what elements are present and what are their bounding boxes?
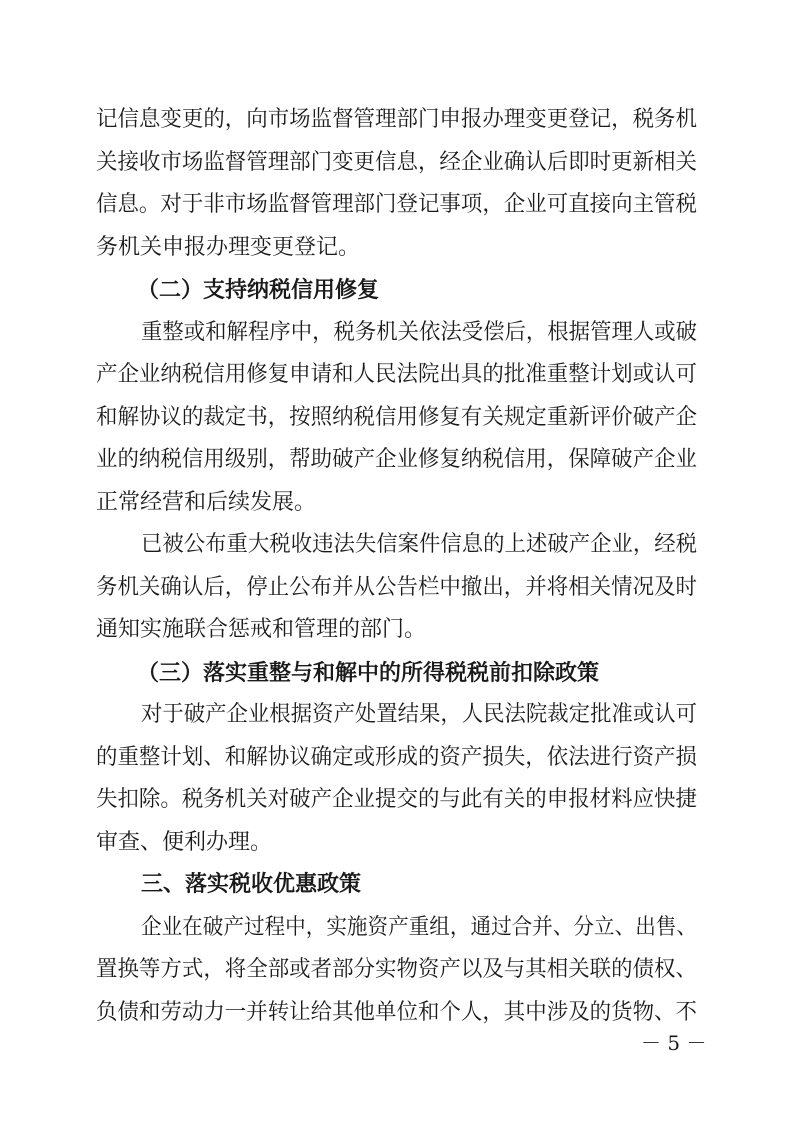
paragraph-line: 业的纳税信用级别，帮助破产企业修复纳税信用，保障破产企业 [96, 447, 697, 472]
section-heading: （二）支持纳税信用修复 [137, 277, 380, 303]
paragraph-line: 企业在破产过程中，实施资产重组，通过合并、分立、出售、 [141, 914, 697, 940]
paragraph-line: 信息。对于非市场监督管理部门登记事项，企业可直接向主管税 [96, 192, 697, 217]
paragraph-line: 务机关确认后，停止公布并从公告栏中撤出，并将相关情况及时 [96, 574, 697, 600]
page-number: － 5 － [641, 1031, 707, 1055]
paragraph-line: 已被公布重大税收违法失信案件信息的上述破产企业，经税 [141, 532, 697, 557]
paragraph-line: 务机关申报办理变更登记。 [96, 234, 361, 260]
paragraph-line: 正常经营和后续发展。 [96, 489, 317, 515]
paragraph-line: 对于破产企业根据资产处置结果，人民法院裁定批准或认可 [141, 702, 697, 727]
paragraph-line: 重整或和解程序中，税务机关依法受偿后，根据管理人或破 [141, 319, 697, 345]
paragraph-line: 和解协议的裁定书，按照纳税信用修复有关规定重新评价破产企 [96, 404, 697, 430]
paragraph-line: 置换等方式，将全部或者部分实物资产以及与其相关联的债权、 [96, 957, 697, 982]
paragraph-line: 审查、便利办理。 [96, 829, 273, 855]
paragraph-line: 产企业纳税信用修复申请和人民法院出具的批准重整计划或认可 [96, 362, 697, 387]
paragraph-line: 关接收市场监督管理部门变更信息，经企业确认后即时更新相关 [96, 149, 697, 175]
section-heading: （三）落实重整与和解中的所得税税前扣除政策 [137, 659, 600, 686]
paragraph-line: 的重整计划、和解协议确定或形成的资产损失，依法进行资产损 [96, 744, 697, 770]
paragraph-line: 通知实施联合惩戒和管理的部门。 [96, 617, 427, 642]
section-heading: 三、落实税收优惠政策 [141, 872, 362, 897]
paragraph-line: 失扣除。税务机关对破产企业提交的与此有关的申报材料应快捷 [96, 787, 697, 812]
paragraph-line: 记信息变更的，向市场监督管理部门申报办理变更登记，税务机 [96, 107, 697, 132]
paragraph-line: 负债和劳动力一并转让给其他单位和个人，其中涉及的货物、不 [96, 999, 697, 1025]
